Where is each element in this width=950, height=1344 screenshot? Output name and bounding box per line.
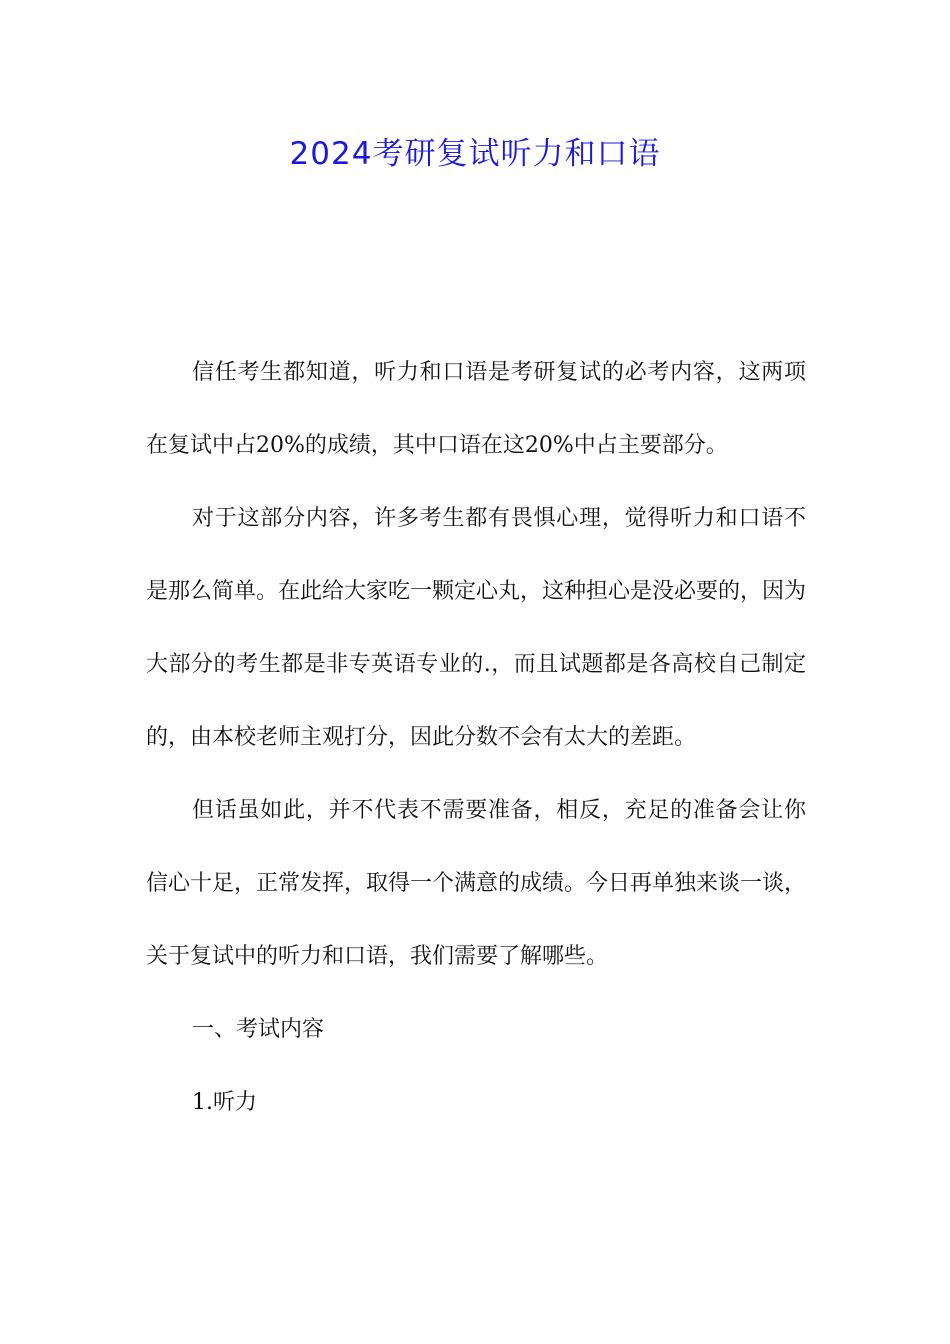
paragraph-intro: 信任考生都知道，听力和口语是考研复试的必考内容，这两项在复试中占20%的成绩，其中口语在这20%中占主要部分。 [146, 360, 806, 458]
subsection-heading-listening: 1.听力 [192, 1090, 257, 1115]
document-title: 2024考研复试听力和口语 [289, 136, 661, 172]
document-body [146, 336, 806, 1139]
section-heading-exam-content: 一、考试内容 [192, 1017, 325, 1042]
paragraph-reassurance: 对于这部分内容，许多考生都有畏惧心理，觉得听力和口语不是那么简单。在此给大家吃一颗定心丸，这种担心是没必要的，因为大部分的考生都是非专英语专业的.，而且试题都是各高校自己制定的，由本校老师主观打分，因此分数不会有太大的差距。 [146, 506, 807, 750]
paragraph-preparation: 但话虽如此，并不代表不需要准备，相反，充足的准备会让你信心十足，正常发挥，取得一个满意的成绩。今日再单独来谈一谈，关于复试中的听力和口语，我们需要了解哪些。 [146, 798, 807, 969]
